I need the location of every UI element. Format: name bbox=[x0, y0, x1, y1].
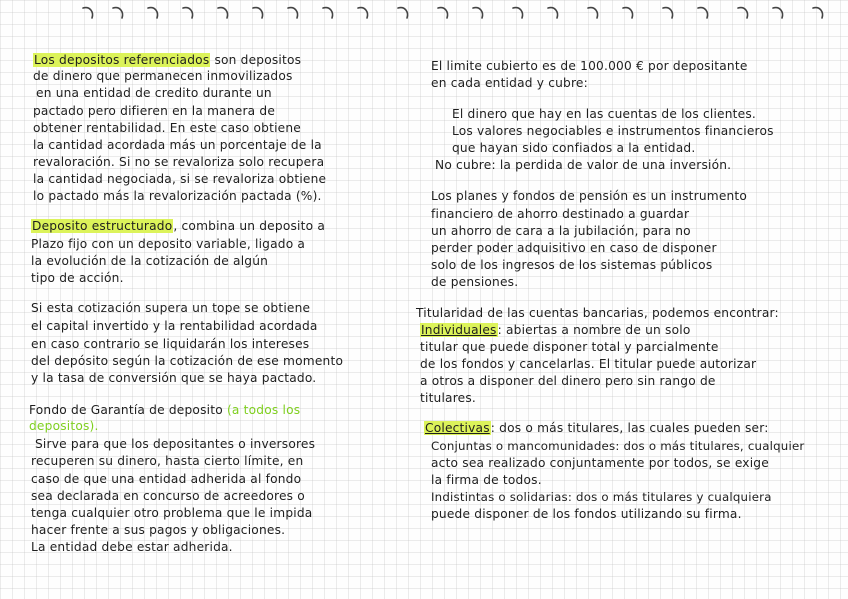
structured-deposit-term: Deposito estructurado bbox=[32, 219, 173, 233]
account-ownership-heading: Titularidad de las cuentas bancarias, podemos encontrar: bbox=[416, 306, 779, 320]
text-line: lo pactado más la revalorización pactada (%). bbox=[33, 189, 322, 203]
text-line: la cantidad acordada más un porcentaje de la bbox=[33, 138, 322, 152]
covered-item: que hayan sido confiados a la entidad. bbox=[452, 141, 696, 155]
text-line: Los planes y fondos de pensión es un instrumento bbox=[431, 189, 748, 203]
text-line: titulares. bbox=[420, 391, 476, 405]
text-line: de dinero que permanecen inmovilizados bbox=[33, 69, 293, 83]
text-line: sea declarada en concurso de acreedores o bbox=[31, 489, 305, 503]
text-line: en una entidad de credito durante un bbox=[36, 86, 272, 100]
text-line: titular que puede disponer total y parcialmente bbox=[420, 340, 719, 354]
covered-item: Los valores negociables e instrumentos financieros bbox=[452, 124, 774, 138]
guarantee-fund-heading: Fondo de Garantía de deposito (a todos los bbox=[29, 403, 301, 417]
text-line: Plazo fijo con un deposito variable, ligado a bbox=[31, 237, 306, 251]
spiral-binding bbox=[0, 0, 848, 30]
deposits-referenced-term: Los depositos referenciados bbox=[34, 53, 210, 67]
text-line: El limite cubierto es de 100.000 € por depositante bbox=[431, 59, 748, 73]
deposits-referenced-line: Los depositos referenciados son depositos bbox=[34, 53, 302, 67]
text-line: financiero de ahorro destinado a guardar bbox=[431, 207, 690, 221]
structured-deposit-line: Deposito estructurado, combina un deposito a bbox=[32, 219, 325, 233]
not-covered-line: No cubre: la perdida de valor de una inversión. bbox=[435, 158, 732, 172]
text-line: a otros a disponer del dinero pero sin rango de bbox=[420, 374, 716, 388]
text-line: Si esta cotización supera un tope se obtiene bbox=[31, 301, 311, 315]
text-line: recuperen su dinero, hasta cierto límite, en bbox=[31, 454, 304, 468]
text-line: perder poder adquisitivo en caso de disponer bbox=[431, 241, 717, 255]
covered-item: El dinero que hay en las cuentas de los clientes. bbox=[452, 107, 756, 121]
individual-accounts-term: Individuales bbox=[421, 323, 497, 337]
text-line: en caso contrario se liquidarán los intereses bbox=[31, 337, 310, 351]
text-line: puede disponer de los fondos utilizando su firma. bbox=[431, 507, 742, 521]
text-line: el capital invertido y la rentabilidad acordada bbox=[31, 319, 318, 333]
text-line: Sirve para que los depositantes o inversores bbox=[35, 437, 316, 451]
text-line: la firma de todos. bbox=[431, 473, 542, 487]
text-line: acto sea realizado conjuntamente por todos, se exige bbox=[431, 456, 769, 470]
individual-accounts-line: Individuales: abiertas a nombre de un solo bbox=[421, 323, 691, 337]
text-line: y la tasa de conversión que se haya pactado. bbox=[31, 371, 317, 385]
text-line: La entidad debe estar adherida. bbox=[31, 540, 233, 554]
text-line: en cada entidad y cubre: bbox=[431, 76, 588, 90]
text-line: Indistintas o solidarias: dos o más titulares y cualquiera bbox=[431, 490, 772, 504]
text-line: la cantidad negociada, si se revaloriza obtiene bbox=[33, 172, 327, 186]
text-line: tipo de acción. bbox=[31, 271, 124, 285]
text-line: tenga cualquier otro problema que le impida bbox=[31, 506, 313, 520]
text-line: de los fondos y cancelarlas. El titular puede autorizar bbox=[420, 357, 757, 371]
text-line: Conjuntas o mancomunidades: dos o más titulares, cualquier bbox=[431, 439, 805, 453]
text-line: pactado pero difieren en la manera de bbox=[33, 104, 276, 118]
text-line: un ahorro de cara a la jubilación, para no bbox=[431, 224, 691, 238]
text-line: hacer frente a sus pagos y obligaciones. bbox=[31, 523, 286, 537]
text-line: obtener rentabilidad. En este caso obtiene bbox=[33, 121, 301, 135]
text-line: revaloración. Si no se revaloriza solo recupera bbox=[33, 155, 325, 169]
text-line: de pensiones. bbox=[431, 275, 519, 289]
collective-accounts-term: Colectivas bbox=[425, 421, 490, 435]
text-line: solo de los ingresos de los sistemas públicos bbox=[431, 258, 713, 272]
text-line: la evolución de la cotización de algún bbox=[31, 254, 269, 268]
guarantee-fund-note: depositos). bbox=[29, 419, 99, 433]
collective-accounts-line: Colectivas: dos o más titulares, las cuales pueden ser: bbox=[425, 421, 769, 435]
text-line: caso de que una entidad adherida al fondo bbox=[31, 472, 302, 486]
text-line: del depósito según la cotización de ese momento bbox=[31, 354, 344, 368]
